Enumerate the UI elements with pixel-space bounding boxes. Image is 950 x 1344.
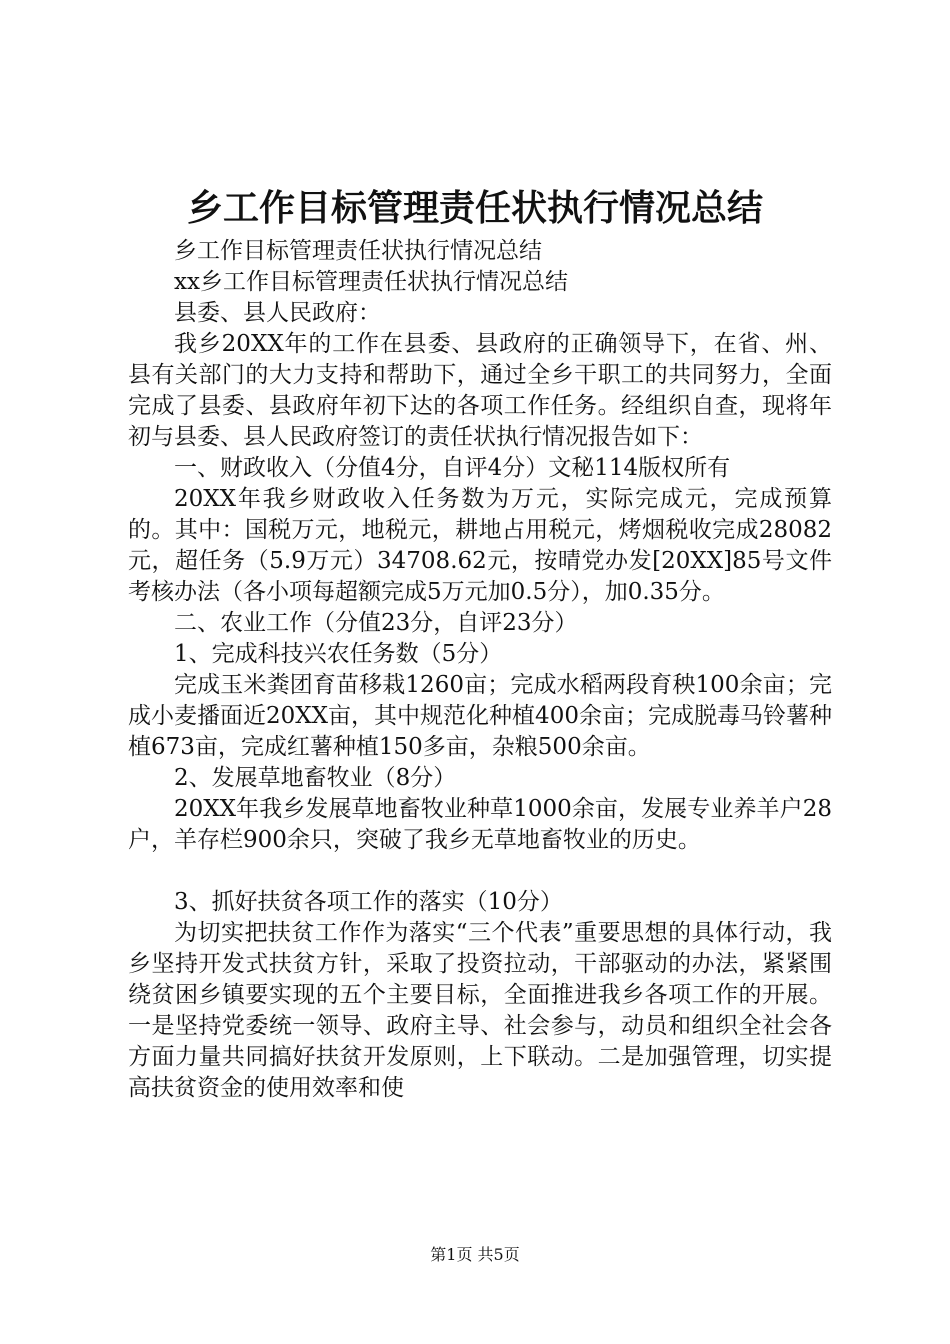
paragraph-heading-repeat: 乡工作目标管理责任状执行情况总结 — [174, 238, 542, 264]
document-body — [128, 236, 832, 1104]
paragraph-gap — [128, 856, 832, 887]
subsection-heading-tech: 1、完成科技兴农任务数（5分） — [174, 641, 503, 667]
paragraph-salutation: 县委、县人民政府： — [174, 300, 381, 326]
subsection-heading-poverty: 3、抓好扶贫各项工作的落实（10分） — [174, 889, 563, 915]
paragraph-tech: 完成玉米粪团育苗移栽1260亩；完成水稻两段育秧100余亩；完成小麦播面近20XX亩，其中规范化种植400余亩；完成脱毒马铃薯种植673亩，完成红薯种植150多亩，杂粮500余亩。 — [128, 672, 832, 760]
subsection-heading-livestock: 2、发展草地畜牧业（8分） — [174, 765, 457, 791]
paragraph-intro: 我乡20XX年的工作在县委、县政府的正确领导下，在省、州、县有关部门的大力支持和帮助下，通过全乡干职工的共同努力，全面完成了县委、县政府年初下达的各项工作任务。经组织自查，现将年初与县委、县人民政府签订的责任状执行情况报告如下： — [128, 331, 832, 450]
section-heading-finance: 一、财政收入（分值4分，自评4分）文秘114版权所有 — [174, 455, 731, 481]
paragraph-poverty: 为切实把扶贫工作作为落实“三个代表”重要思想的具体行动，我乡坚持开发式扶贫方针，采取了投资拉动，干部驱动的办法，紧紧围绕贫困乡镇要实现的五个主要目标，全面推进我乡各项工作的开展。一是坚持党委统一领导、政府主导、社会参与，动员和组织全社会各方面力量共同搞好扶贫开发原则，上下联动。二是加强管理，切实提高扶贫资金的使用效率和使 — [128, 920, 832, 1101]
paragraph-livestock: 20XX年我乡发展草地畜牧业种草1000余亩，发展专业养羊户28户，羊存栏900余只，突破了我乡无草地畜牧业的历史。 — [128, 796, 832, 853]
paragraph-finance: 20XX年我乡财政收入任务数为万元，实际完成元，完成预算的。其中：国税万元，地税元，耕地占用税元，烤烟税收完成28082元，超任务（5.9万元）34708.62元，按晴党办发[20XX]85号文件考核办法（各小项每超额完成5万元加0.5分），加0.35分。 — [128, 486, 832, 605]
page-footer: 第1页 共5页 — [430, 1245, 520, 1264]
section-heading-agriculture: 二、农业工作（分值23分，自评23分） — [174, 610, 578, 636]
paragraph-subtitle: xx乡工作目标管理责任状执行情况总结 — [174, 269, 568, 295]
document-title: 乡工作目标管理责任状执行情况总结 — [186, 187, 763, 229]
